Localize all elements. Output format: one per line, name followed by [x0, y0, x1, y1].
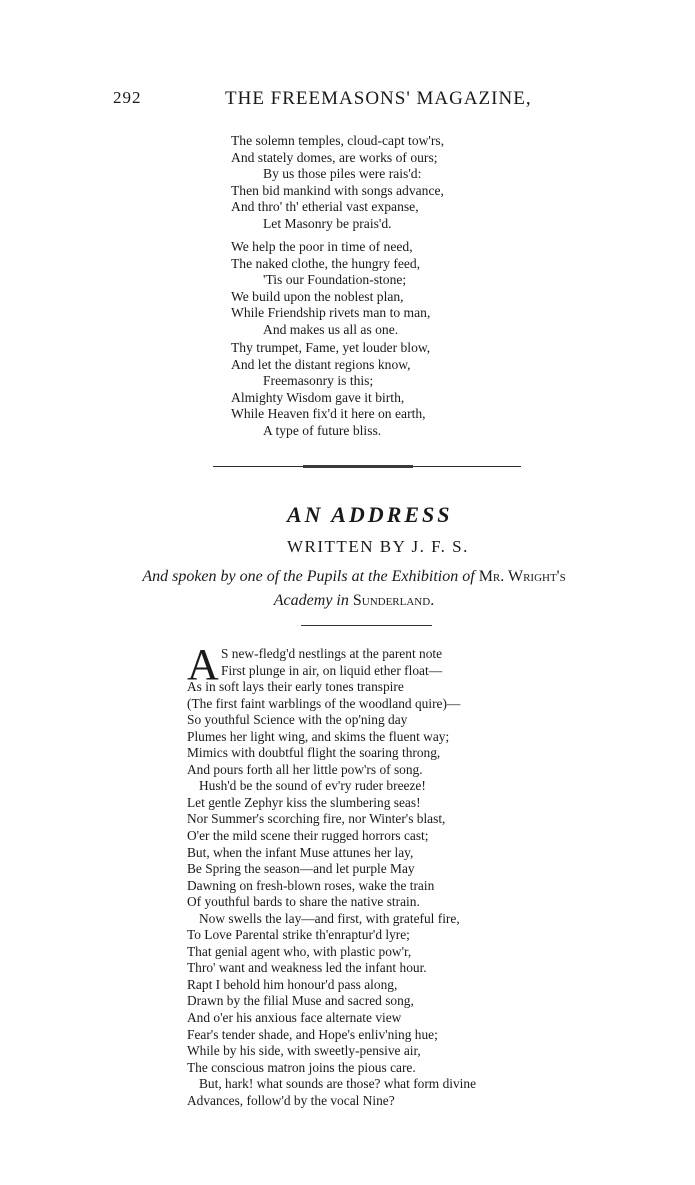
running-head: THE FREEMASONS' MAGAZINE,: [225, 88, 532, 109]
address-line: The conscious matron joins the pious care.: [187, 1059, 416, 1075]
verse-line: And makes us all as one.: [263, 321, 399, 337]
verse-line: Let Masonry be prais'd.: [263, 215, 392, 231]
address-line: So youthful Science with the op'ning day: [187, 712, 408, 728]
verse-stanza-3: [231, 340, 430, 440]
address-line: While by his side, with sweetly-pensive air,: [187, 1043, 421, 1059]
page-number: 292: [113, 88, 142, 107]
address-line: O'er the mild scene their rugged horrors cast;: [187, 828, 429, 844]
address-line: Drawn by the filial Muse and sacred song,: [187, 993, 414, 1009]
address-title: AN ADDRESS: [287, 502, 453, 527]
address-line: Thro' want and weakness led the infant hour.: [187, 960, 427, 976]
address-line: And o'er his anxious face alternate view: [187, 1010, 402, 1026]
desc-part-2: Academy in: [273, 592, 349, 609]
address-line: And pours forth all her little pow'rs of song.: [187, 761, 423, 777]
verse-line: Almighty Wisdom gave it birth,: [231, 389, 405, 405]
address-line: That genial agent who, with plastic pow'r,: [187, 943, 412, 959]
verse-stanza-1: [231, 133, 444, 233]
verse-line: And thro' th' etherial vast expanse,: [231, 199, 419, 215]
desc-name: Mr. Wright's: [478, 568, 566, 585]
address-line: To Love Parental strike th'enraptur'd lyre;: [187, 927, 410, 943]
verse-line: The solemn temples, cloud-capt tow'rs,: [231, 133, 445, 148]
ornamental-rule: [213, 465, 521, 468]
verse-line: We help the poor in time of need,: [231, 239, 413, 254]
address-line: Let gentle Zephyr kiss the slumbering seas!: [187, 794, 421, 810]
verse-line: A type of future bliss.: [263, 422, 382, 438]
address-line: Mimics with doubtful flight the soaring throng,: [187, 745, 441, 761]
verse-line: While Heaven fix'd it here on earth,: [231, 406, 426, 422]
verse-line: Freemasonry is this;: [263, 373, 374, 389]
address-line: (The first faint warblings of the woodland quire)—: [187, 695, 461, 711]
address-verse: [187, 640, 477, 1109]
address-line: S new-fledg'd nestlings at the parent note: [221, 646, 443, 661]
address-line: Of youthful bards to share the native strain.: [187, 894, 420, 910]
short-rule: [301, 625, 432, 626]
address-line: Now swells the lay—and first, with grateful fire,: [199, 910, 460, 926]
address-line: Be Spring the season—and let purple May: [187, 861, 415, 877]
address-line: Rapt I behold him honour'd pass along,: [187, 976, 398, 992]
address-line: Advances, follow'd by the vocal Nine?: [187, 1092, 395, 1108]
verse-line: 'Tis our Foundation-stone;: [263, 272, 407, 288]
address-line: As in soft lays their early tones transpire: [187, 679, 404, 695]
address-line: Hush'd be the sound of ev'ry ruder breeze!: [199, 778, 426, 794]
address-line: Plumes her light wing, and skims the fluent way;: [187, 728, 450, 744]
address-line: First plunge in air, on liquid ether float—: [221, 662, 443, 678]
verse-line: And let the distant regions know,: [231, 356, 411, 372]
verse-line: The naked clothe, the hungry feed,: [231, 255, 421, 271]
address-line: Dawning on fresh-blown roses, wake the train: [187, 877, 435, 893]
verse-line: Thy trumpet, Fame, yet louder blow,: [231, 340, 431, 355]
address-subtitle: WRITTEN BY J. F. S.: [287, 537, 469, 556]
desc-place: Sunderland.: [352, 592, 435, 609]
desc-part-1: And spoken by one of the Pupils at the Exhibition of: [142, 568, 475, 585]
address-line: But, hark! what sounds are those? what form divine: [199, 1076, 477, 1092]
address-line: Fear's tender shade, and Hope's enliv'ning hue;: [187, 1026, 438, 1042]
verse-stanza-2: [231, 239, 430, 339]
drop-cap: A: [187, 640, 219, 689]
verse-line: We build upon the noblest plan,: [231, 288, 404, 304]
address-description: [114, 565, 594, 613]
verse-line: And stately domes, are works of ours;: [231, 149, 438, 165]
address-line: Nor Summer's scorching fire, nor Winter's blast,: [187, 811, 446, 827]
verse-line: Then bid mankind with songs advance,: [231, 182, 444, 198]
verse-line: While Friendship rivets man to man,: [231, 305, 431, 321]
address-line: But, when the infant Muse attunes her lay,: [187, 844, 414, 860]
verse-line: By us those piles were rais'd:: [263, 166, 422, 182]
